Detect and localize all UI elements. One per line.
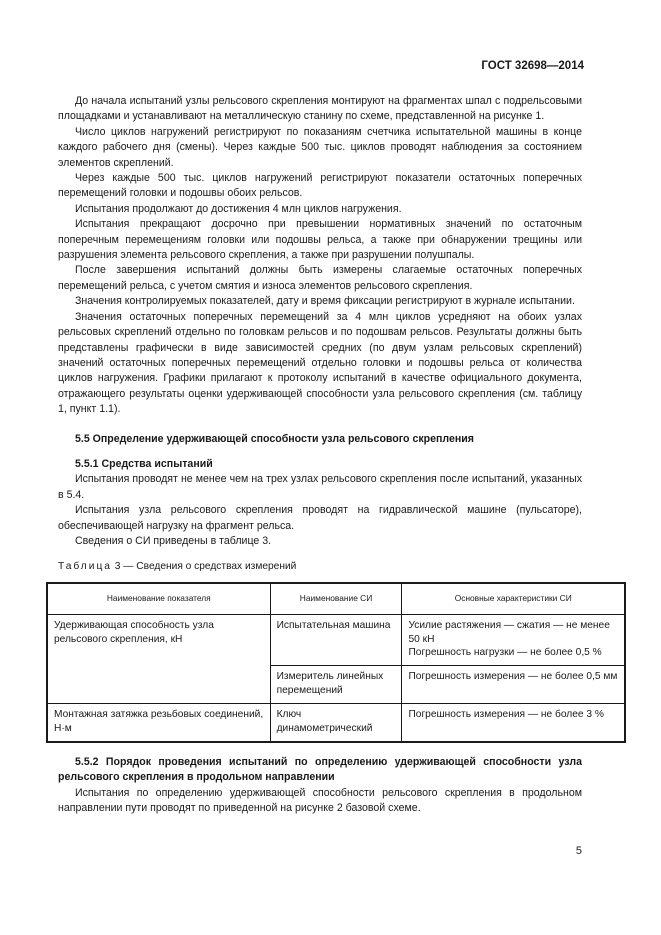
- table-caption-label: Таблица: [58, 561, 112, 573]
- page-number: 5: [575, 845, 582, 857]
- table-cell: Испытательная машина: [270, 615, 402, 666]
- table-caption: [58, 559, 582, 574]
- cell-line: Погрешность нагрузки — не более 0,5 %: [408, 647, 602, 658]
- standard-code: ГОСТ 32698—2014: [481, 60, 584, 72]
- cell-line: Усилие растяжения — сжатия — не менее 50 кН: [408, 620, 610, 645]
- table-cell: Ключ динамометрический: [270, 704, 402, 742]
- table-header-cell: Наименование показателя: [47, 583, 270, 615]
- table-header-cell: Наименование СИ: [270, 583, 402, 615]
- table-cell: Монтажная затяжка резьбовых соединений, Н·м: [47, 704, 270, 742]
- paragraph: Сведения о СИ приведены в таблице 3.: [75, 534, 272, 547]
- table-cell: Погрешность измерения — не более 3 %: [402, 704, 625, 742]
- table-caption-text: 3 — Сведения о средствах измерений: [111, 561, 297, 573]
- paragraph: Испытания продолжают до достижения 4 млн циклов нагружения.: [75, 202, 402, 215]
- section-heading-5-5-2: 5.5.2 Порядок проведения испытаний по определению удерживающей способности узла рельсового скрепления в продольном направлении: [58, 756, 582, 784]
- paragraph: Испытания по определению удерживающей способности рельсового скрепления в продольном направлении пути проводят по приведенной на рисунке 2 базовой схеме.: [58, 786, 582, 815]
- table-row: [47, 615, 625, 666]
- table-cell: Погрешность измерения — не более 0,5 мм: [402, 666, 625, 704]
- section-heading-5-5-1: 5.5.1 Средства испытаний: [75, 457, 213, 470]
- paragraph: Число циклов нагружений регистрируют по показаниям счетчика испытательной машины в конце каждого рабочего дня (смены). Через каждые 500 тыс. циклов проводят наблюдения за состоянием элементов скреплений.: [58, 125, 582, 169]
- paragraph: Испытания узла рельсового скрепления проводят на гидравлической машине (пульсаторе), обеспечивающей нагрузку на фрагмент рельса.: [58, 504, 582, 532]
- table-row: [47, 704, 625, 742]
- measurement-instruments-table: [46, 582, 626, 743]
- paragraph: До начала испытаний узлы рельсового скрепления монтируют на фрагментах шпал с подрельсовыми площадками и устанавливают на металлическую станину по схеме, представленной на рисунке 1.: [58, 95, 582, 123]
- paragraph: После завершения испытаний должны быть измерены слагаемые остаточных поперечных перемещений рельса, с учетом смятия и износа элементов рельсового скрепления.: [58, 264, 582, 292]
- paragraph: Значения контролируемых показателей, дату и время фиксации регистрируют в журнале испытании.: [75, 295, 575, 308]
- paragraph: Через каждые 500 тыс. циклов нагружений регистрируют показатели остаточных поперечных перемещений головки и подошвы обоих рельсов.: [58, 172, 582, 200]
- paragraph: Значения остаточных поперечных перемещений за 4 млн циклов усредняют на обоих узлах рельсовых скреплений отдельно по головкам рельсов и по подошвам рельсов. Результаты должны быть представлены графически в виде зависимостей средних (по двум узлам рельсовых скреплений) значений остаточных поперечных перемещений отдельно головки и подошвы рельса от количества циклов нагружения. Графики прилагают к протоколу испытаний в качестве официального документа, отражающего результаты оценки удерживающей способности узла рельсового скрепления (см. таблицу 1, пункт 1.1).: [58, 310, 582, 416]
- document-body: [54, 94, 618, 817]
- paragraph: Испытания прекращают досрочно при превышении нормативных значений по остаточным поперечным перемещениям головки или подошвы рельса, а также при обнаружении трещины или разрушения элемента рельсового скрепления, а также при разрушении полушпалы.: [58, 218, 582, 262]
- section-heading-5-5: 5.5 Определение удерживающей способности узла рельсового скрепления: [75, 432, 474, 445]
- paragraph: Испытания проводят не менее чем на трех узлах рельсового скрепления после испытаний, указанных в 5.4.: [58, 473, 582, 501]
- table-header-row: [47, 583, 625, 615]
- table-cell: [402, 615, 625, 666]
- table-cell: Измеритель линейных перемещений: [270, 666, 402, 704]
- table-cell: Удерживающая способность узла рельсового скрепления, кН: [47, 615, 270, 704]
- table-header-cell: Основные характеристики СИ: [402, 583, 625, 615]
